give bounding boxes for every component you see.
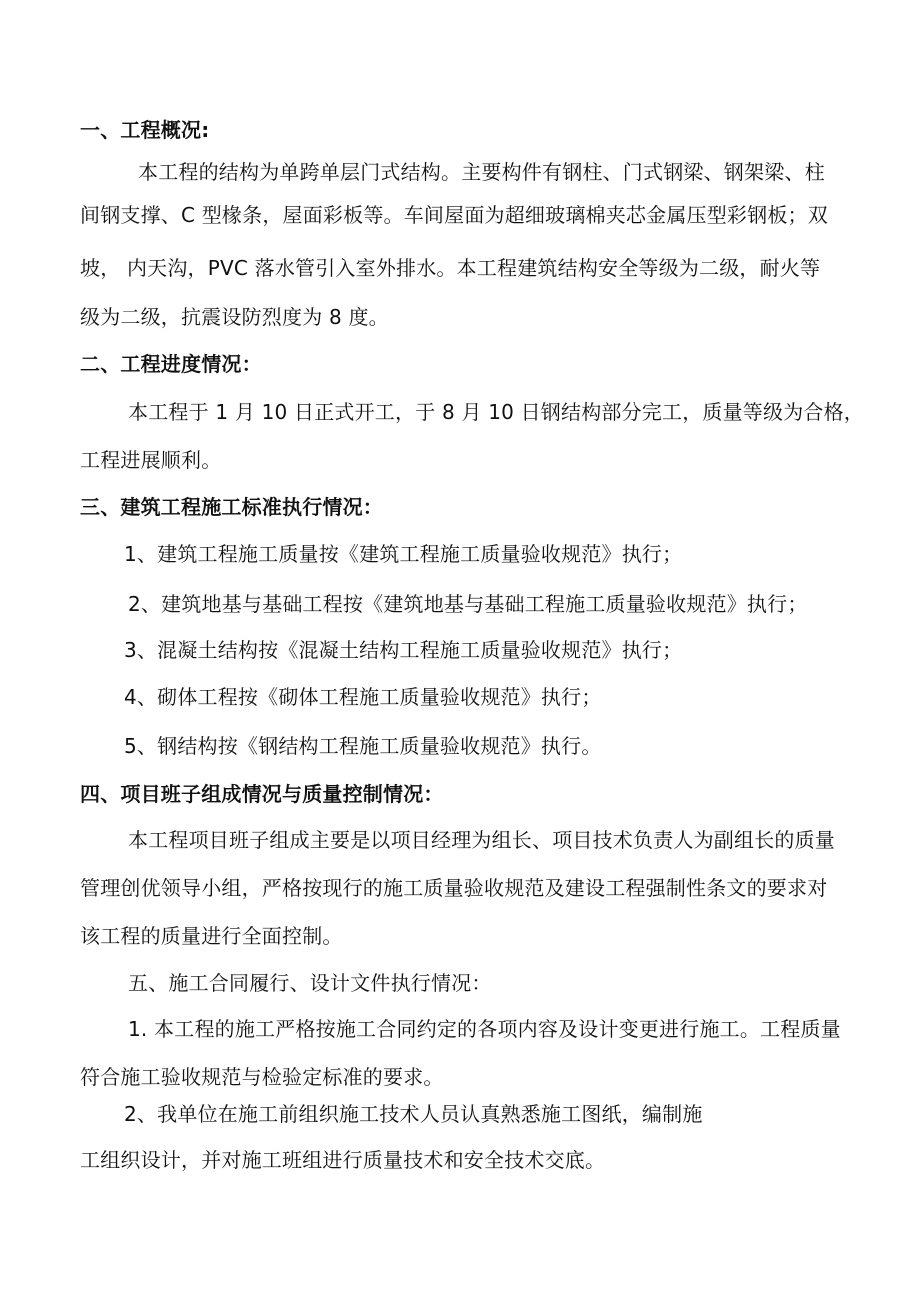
section-3-item-4: 4、砌体工程按《砌体工程施工质量验收规范》执行； [124,685,602,709]
section-1-line-3: 坡， 内天沟，PVC 落水管引入室外排水。本工程建筑结构安全等级为二级，耐火等 [80,256,821,280]
section-5-line-3: 2、我单位在施工前组织施工技术人员认真熟悉施工图纸，编制施 [124,1102,703,1126]
section-1-line-4: 级为二级，抗震设防烈度为 8 度。 [80,305,389,329]
section-3-item-2: 2、建筑地基与基础工程按《建筑地基与基础工程施工质量验收规范》执行； [128,592,808,616]
section-1-heading: 一、工程概况: [80,118,210,142]
section-3-heading: 三、建筑工程施工标准执行情况： [80,495,383,519]
section-2-line-2: 工程进展顺利。 [80,448,222,472]
section-5-line-2: 符合施工验收规范与检验定标准的要求。 [80,1065,444,1089]
section-1-line-1: 本工程的结构为单跨单层门式结构。主要构件有钢柱、门式钢梁、钢架梁、柱 [138,160,825,184]
section-4-line-3: 该工程的质量进行全面控制。 [80,924,343,948]
section-3-item-1: 1、建筑工程施工质量按《建筑工程施工质量验收规范》执行； [124,542,683,566]
section-3-item-5: 5、钢结构按《钢结构工程施工质量验收规范》执行。 [124,734,602,758]
section-3-item-3: 3、混凝土结构按《混凝土结构工程施工质量验收规范》执行； [124,638,683,662]
section-2-line-1: 本工程于 1 月 10 日正式开工，于 8 月 10 日钢结构部分完工，质量等级为合格， [128,400,865,424]
section-4-line-1: 本工程项目班子组成主要是以项目经理为组长、项目技术负责人为副组长的质量 [128,828,835,852]
section-5-heading: 五、施工合同履行、设计文件执行情况： [128,971,492,995]
section-4-heading: 四、项目班子组成情况与质量控制情况： [80,782,444,806]
section-4-line-2: 管理创优领导小组，严格按现行的施工质量验收规范及建设工程强制性条文的要求对 [80,876,828,900]
section-5-line-4: 工组织设计，并对施工班组进行质量技术和安全技术交底。 [80,1148,606,1172]
section-5-line-1: 1. 本工程的施工严格按施工合同约定的各项内容及设计变更进行施工。工程质量 [128,1017,841,1041]
section-2-heading: 二、工程进度情况： [80,352,262,376]
section-1-line-2: 间钢支撑、C 型椽条，屋面彩板等。车间屋面为超细玻璃棉夹芯金属压型彩钢板；双 [80,203,828,227]
